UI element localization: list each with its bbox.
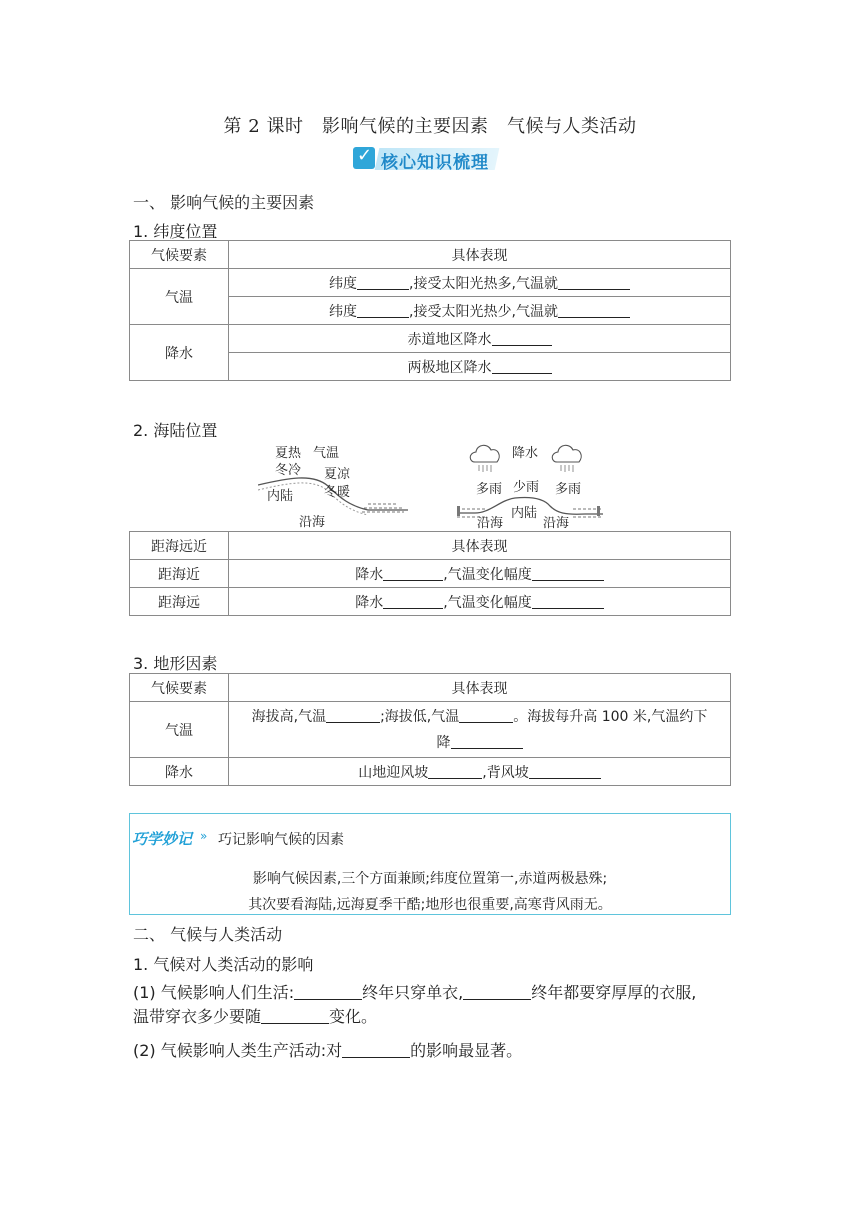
fill-blank[interactable] xyxy=(529,764,601,779)
table-row-label: 距海远 xyxy=(130,588,229,616)
banner-label: 核心知识梳理 xyxy=(381,153,489,173)
table-row-label: 气温 xyxy=(130,702,229,758)
double-arrow-icon: » xyxy=(200,829,208,843)
tip-label: 巧学妙记 xyxy=(132,830,193,848)
table-row-label: 距海近 xyxy=(130,560,229,588)
tip-line-2: 其次要看海陆,远海夏季干酷;地形也很重要,高寒背风雨无。 xyxy=(248,897,612,913)
label-summer-cool: 夏凉 xyxy=(324,467,351,482)
section-banner xyxy=(353,146,511,172)
table-cell: 山地迎风坡 ,背风坡 xyxy=(229,758,731,786)
fill-blank[interactable] xyxy=(383,566,443,581)
label-inland: 内陆 xyxy=(267,489,294,504)
table-cell: 降水 ,气温变化幅度 xyxy=(229,588,731,616)
table-cell: 海拔高,气温 ;海拔低,气温 。海拔每升高 100 米,气温约下 降 xyxy=(229,702,731,758)
fill-blank[interactable] xyxy=(451,734,523,749)
label-little-rain: 少雨 xyxy=(513,480,540,495)
label-coast-left: 沿海 xyxy=(477,516,504,531)
subsection-latitude-heading: 1. 纬度位置 xyxy=(133,222,218,241)
section1-heading: 一、 影响气候的主要因素 xyxy=(133,193,315,212)
fill-blank[interactable] xyxy=(459,708,513,723)
fill-blank[interactable] xyxy=(357,275,409,290)
label-coast: 沿海 xyxy=(299,515,326,530)
fill-blank[interactable] xyxy=(342,1043,410,1058)
terrain-table xyxy=(129,673,731,786)
tip-line-1: 影响气候因素,三个方面兼顾;纬度位置第一,赤道两极悬殊; xyxy=(252,871,608,887)
subsection-terrain-heading: 3. 地形因素 xyxy=(133,654,218,673)
table-header-cell: 具体表现 xyxy=(229,241,731,269)
fill-blank[interactable] xyxy=(294,985,362,1000)
page-title: 第 2 课时 影响气候的主要因素 气候与人类活动 xyxy=(223,116,637,137)
table-header-cell: 具体表现 xyxy=(229,674,731,702)
label-winter-cold: 冬冷 xyxy=(275,463,302,478)
table-row-label: 降水 xyxy=(130,325,229,381)
label-summer-hot: 夏热 xyxy=(275,446,302,461)
section2-heading: 二、 气候与人类活动 xyxy=(133,925,283,944)
sea-land-table xyxy=(129,531,731,616)
table-header-cell: 气候要素 xyxy=(130,241,229,269)
paragraph-production: (2) 气候影响人类生产活动:对 的影响最显著。 xyxy=(133,1041,523,1060)
cloud-icon xyxy=(470,445,499,462)
temperature-diagram xyxy=(258,438,408,530)
label-coast-right: 沿海 xyxy=(543,516,570,531)
fill-blank[interactable] xyxy=(492,331,552,346)
tip-heading: 巧记影响气候的因素 xyxy=(218,832,344,848)
table-cell: 降水 ,气温变化幅度 xyxy=(229,560,731,588)
fill-blank[interactable] xyxy=(261,1009,329,1024)
label-precipitation: 降水 xyxy=(512,446,539,461)
fill-blank[interactable] xyxy=(532,566,604,581)
fill-blank[interactable] xyxy=(357,303,409,318)
checkbox-icon: ✓ xyxy=(353,147,375,169)
table-cell: 两极地区降水 xyxy=(229,353,731,381)
fill-blank[interactable] xyxy=(383,594,443,609)
subsection-sea-land-heading: 2. 海陆位置 xyxy=(133,421,218,440)
fill-blank[interactable] xyxy=(558,303,630,318)
fill-blank[interactable] xyxy=(326,708,380,723)
fill-blank[interactable] xyxy=(463,985,531,1000)
table-cell: 赤道地区降水 xyxy=(229,325,731,353)
table-row-label: 降水 xyxy=(130,758,229,786)
table-row-label: 气温 xyxy=(130,269,229,325)
table-cell: 纬度 ,接受太阳光热少,气温就 xyxy=(229,297,731,325)
label-inland: 内陆 xyxy=(511,506,538,521)
fill-blank[interactable] xyxy=(492,359,552,374)
paragraph-life: (1) 气候影响人们生活: 终年只穿单衣, 终年都要穿厚厚的衣服, 温带穿衣多少要随 变化。 xyxy=(133,983,697,1026)
fill-blank[interactable] xyxy=(532,594,604,609)
label-much-rain-right: 多雨 xyxy=(555,482,582,497)
table-header-cell: 具体表现 xyxy=(229,532,731,560)
cloud-icon xyxy=(552,445,581,462)
latitude-table xyxy=(129,240,731,381)
mnemonic-tip-box xyxy=(129,813,731,915)
precipitation-diagram xyxy=(455,438,605,531)
label-winter-warm: 冬暖 xyxy=(324,485,351,500)
label-much-rain-left: 多雨 xyxy=(476,482,503,497)
table-header-cell: 距海远近 xyxy=(130,532,229,560)
label-temperature: 气温 xyxy=(313,446,340,461)
fill-blank[interactable] xyxy=(428,764,482,779)
table-cell: 纬度 ,接受太阳光热多,气温就 xyxy=(229,269,731,297)
fill-blank[interactable] xyxy=(558,275,630,290)
table-header-cell: 气候要素 xyxy=(130,674,229,702)
subsection-climate-impact-heading: 1. 气候对人类活动的影响 xyxy=(133,955,314,974)
